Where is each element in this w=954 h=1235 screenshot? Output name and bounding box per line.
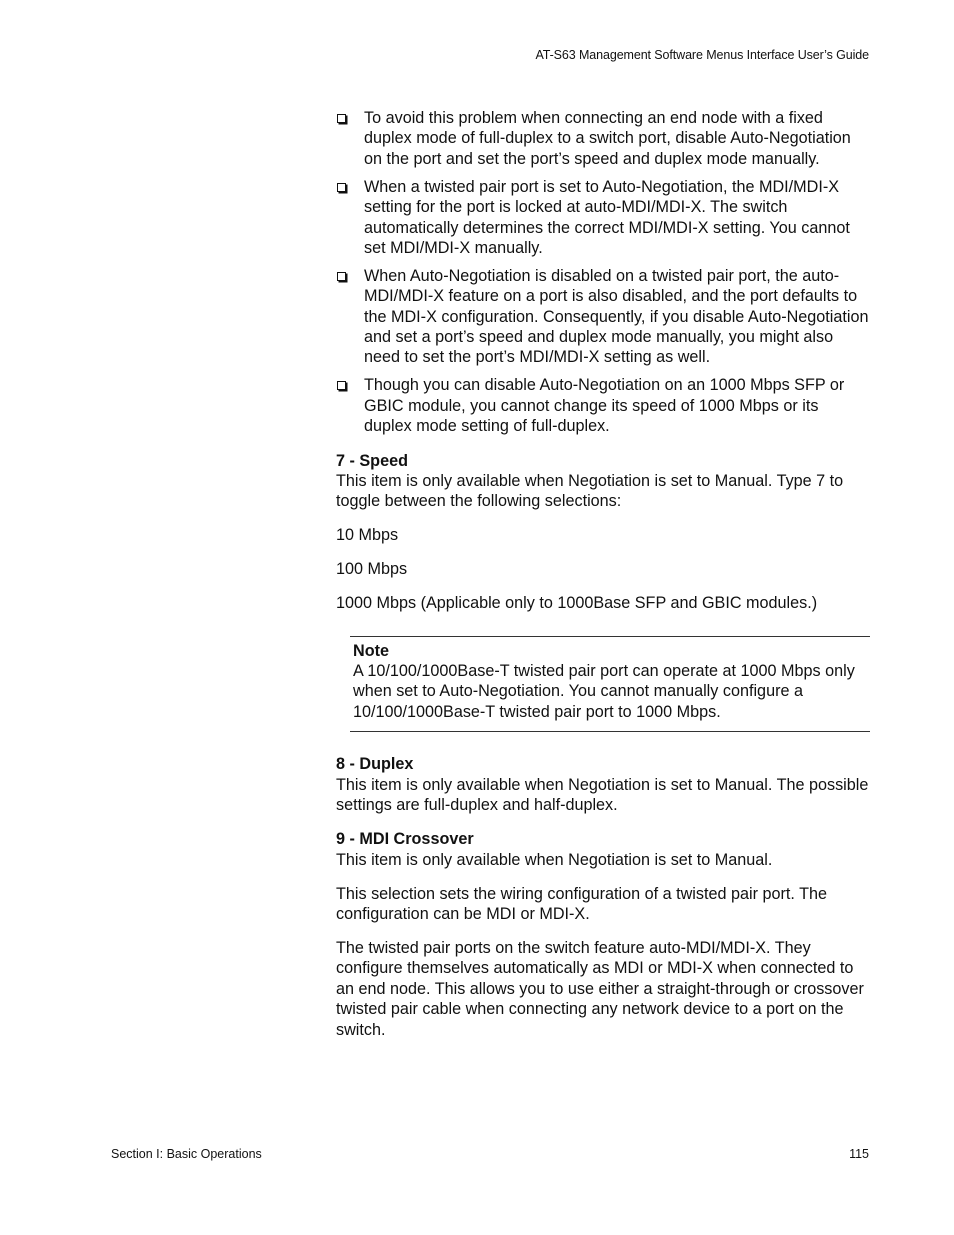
- mdi-paragraph: This selection sets the wiring configuration of a twisted pair port. The configuration can be MDI or MDI-X.: [336, 884, 827, 924]
- mdi-crossover-heading: 9 - MDI Crossover: [336, 830, 474, 849]
- list-item-text: When a twisted pair port is set to Auto-Negotiation, the MDI/MDI-X setting for the port is locked at auto-MDI/MDI-X. The switch automatically determines the correct MDI/MDI-X setting. You cannot set MDI/MDI-X manually.: [364, 177, 850, 257]
- checkbox-bullet-icon: [337, 272, 346, 281]
- speed-option: 10 Mbps: [336, 526, 399, 545]
- list-item: [336, 375, 870, 436]
- speed-heading: 7 - Speed: [336, 451, 408, 470]
- duplex-heading: 8 - Duplex: [336, 755, 414, 774]
- main-content: [336, 108, 870, 1054]
- checkbox-bullet-icon: [337, 381, 346, 390]
- footer-section: Section I: Basic Operations: [111, 1147, 262, 1161]
- list-item: [336, 177, 870, 259]
- checkbox-bullet-icon: [337, 114, 346, 123]
- note-label: Note: [353, 641, 389, 660]
- list-item-text: Though you can disable Auto-Negotiation on an 1000 Mbps SFP or GBIC module, you cannot change its speed of 1000 Mbps or its duplex mode setting of full-duplex.: [364, 376, 845, 436]
- note-box: [350, 636, 870, 733]
- list-item: [336, 266, 870, 368]
- duplex-description: This item is only available when Negotiation is set to Manual. The possible settings are full-duplex and half-duplex.: [336, 775, 869, 814]
- speed-option: 100 Mbps: [336, 560, 408, 579]
- mdi-paragraph: This item is only available when Negotiation is set to Manual.: [336, 850, 773, 869]
- list-item: [336, 108, 870, 169]
- checkbox-bullet-icon: [337, 183, 346, 192]
- page-number: 115: [849, 1147, 869, 1161]
- bullet-list: [336, 108, 870, 437]
- list-item-text: To avoid this problem when connecting an end node with a fixed duplex mode of full-duplex to a switch port, disable Auto-Negotiation on the port and set the port’s speed and duplex mode manually.: [364, 109, 851, 168]
- speed-option: 1000 Mbps (Applicable only to 1000Base SFP and GBIC modules.): [336, 594, 818, 613]
- running-header: AT-S63 Management Software Menus Interface User’s Guide: [535, 48, 869, 62]
- mdi-paragraph: The twisted pair ports on the switch feature auto-MDI/MDI-X. They configure themselves automatically as MDI or MDI-X when connected to an end node. This allows you to use either a straight-through or crossover twisted pair cable when connecting any network device to a port on the switch.: [336, 939, 864, 1039]
- note-text: A 10/100/1000Base-T twisted pair port can operate at 1000 Mbps only when set to Auto-Negotiation. You cannot manually configure a 10/100/1000Base-T twisted pair port to 1000 Mbps.: [353, 661, 855, 721]
- speed-description: This item is only available when Negotiation is set to Manual. Type 7 to toggle between the following selections:: [336, 472, 844, 511]
- list-item-text: When Auto-Negotiation is disabled on a twisted pair port, the auto-MDI/MDI-X feature on a port is also disabled, and the port defaults to the MDI-X configuration. Consequently, if you disable Auto-Negotiation and set a port’s speed and duplex mode manually, you might also need to set the port’s MDI/MDI-X setting as well.: [364, 266, 869, 367]
